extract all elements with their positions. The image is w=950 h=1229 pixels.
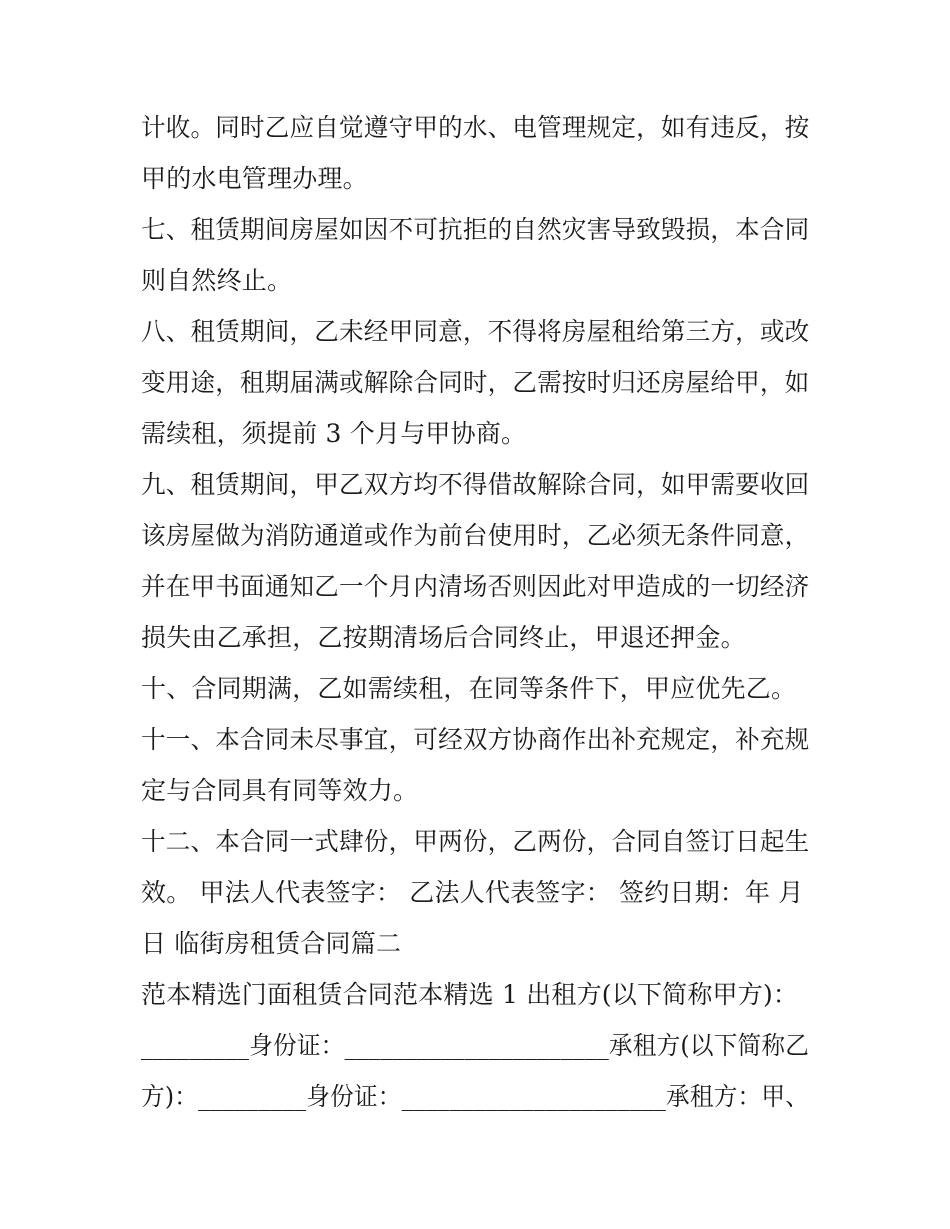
text-line: 日 临街房租赁合同篇二 (141, 929, 402, 958)
text-line: 七、租赁期间房屋如因不可抗拒的自然灾害导致毁损，本合同 (141, 215, 810, 244)
text-line: _________身份证：______________________承租方(以下简称乙 (141, 1031, 810, 1060)
text-line: 范本精选门面租赁合同范本精选 1 出租方(以下简称甲方)： (141, 980, 799, 1009)
text-line: 则自然终止。 (141, 266, 293, 295)
text-line: 十、合同期满，乙如需续租，在同等条件下，甲应优先乙。 (141, 674, 797, 703)
text-line: 甲的水电管理办理。 (141, 164, 368, 193)
text-line: 方)：_________身份证：______________________承租方：甲、 (141, 1082, 810, 1111)
text-line: 十一、本合同未尽事宜，可经双方协商作出补充规定，补充规 (141, 725, 810, 754)
text-line: 损失由乙承担，乙按期清场后合同终止，甲退还押金。 (141, 623, 746, 652)
text-line: 并在甲书面通知乙一个月内清场否则因此对甲造成的一切经济 (141, 572, 810, 601)
text-line: 定与合同具有同等效力。 (141, 776, 419, 805)
text-line: 计收。同时乙应自觉遵守甲的水、电管理规定，如有违反，按 (141, 113, 810, 142)
text-line: 十二、本合同一式肆份，甲两份，乙两份，合同自签订日起生 (141, 827, 810, 856)
text-line: 该房屋做为消防通道或作为前台使用时，乙必须无条件同意， (141, 521, 810, 550)
text-line: 九、租赁期间，甲乙双方均不得借故解除合同，如甲需要收回 (141, 470, 810, 499)
text-line: 变用途，租期届满或解除合同时，乙需按时归还房屋给甲，如 (141, 368, 810, 397)
text-line: 需续租，须提前 3 个月与甲协商。 (141, 419, 527, 448)
text-line: 八、租赁期间，乙未经甲同意，不得将房屋租给第三方，或改 (141, 317, 810, 346)
text-line: 效。 甲法人代表签字： 乙法人代表签字： 签约日期：年 月 (141, 878, 804, 907)
